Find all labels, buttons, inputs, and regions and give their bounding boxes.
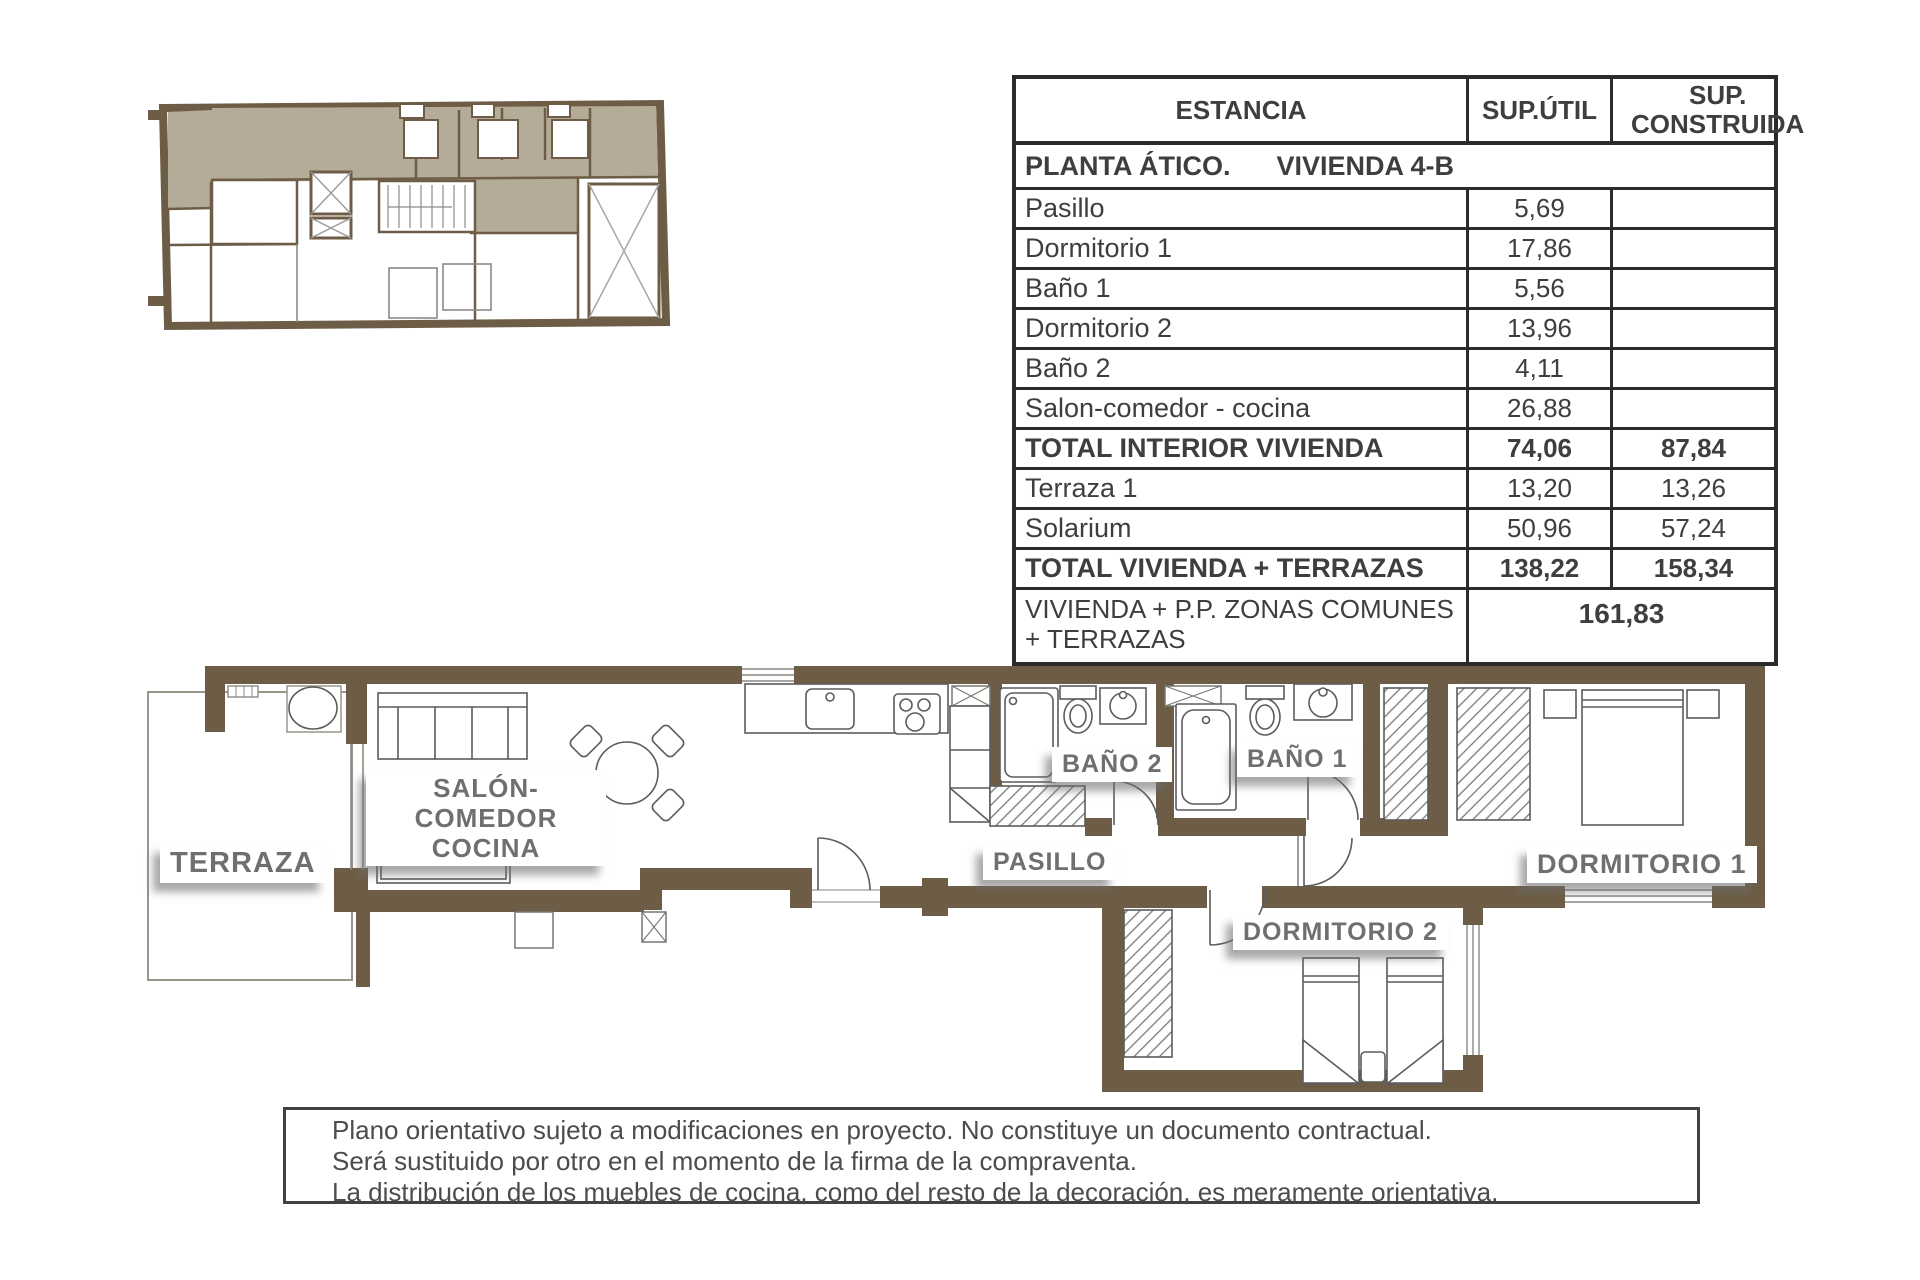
row-label: Terraza 1: [1025, 473, 1138, 503]
row-label: TOTAL VIVIENDA + TERRAZAS: [1025, 553, 1424, 583]
section-row: [1016, 145, 1774, 190]
room-label-salon-line2: COCINA: [431, 833, 541, 863]
footer-value: 161,83: [1466, 590, 1774, 662]
row-sup-construida: [1610, 390, 1774, 427]
room-label-bano2: BAÑO 2: [1052, 747, 1172, 782]
row-sup-util: 13,96: [1466, 310, 1610, 347]
row-sup-util: 50,96: [1466, 510, 1610, 547]
row-sup-util: 74,06: [1466, 430, 1610, 467]
row-label: TOTAL INTERIOR VIVIENDA: [1025, 433, 1384, 463]
section-subtitle: VIVIENDA 4-B: [1276, 150, 1455, 181]
room-label-dormitorio1: DORMITORIO 1: [1527, 846, 1757, 883]
kitchen-column: [950, 706, 990, 822]
table-row: [1016, 510, 1774, 550]
dorm2-beds: [1303, 958, 1443, 1084]
row-label: Dormitorio 2: [1025, 313, 1173, 343]
row-label: Dormitorio 1: [1025, 233, 1173, 263]
room-label-pasillo: PASILLO: [983, 845, 1116, 880]
room-label-salon-line1: SALÓN-COMEDOR: [414, 773, 558, 833]
col-sup-construida: SUP. CONSTRUIDA: [1610, 79, 1822, 141]
surface-table: [1012, 75, 1805, 666]
row-sup-util: 17,86: [1466, 230, 1610, 267]
row-sup-construida: 13,26: [1610, 470, 1774, 507]
sofa: [378, 693, 527, 759]
row-sup-construida: 57,24: [1610, 510, 1774, 547]
row-sup-util: 5,56: [1466, 270, 1610, 307]
row-sup-util: 13,20: [1466, 470, 1610, 507]
room-label-salon: [366, 770, 606, 866]
row-label: Pasillo: [1025, 193, 1105, 223]
row-sup-construida: [1610, 270, 1774, 307]
table-row: [1016, 550, 1774, 590]
key-plan: [148, 104, 666, 326]
row-sup-construida: [1610, 190, 1774, 227]
floor-plan: [148, 666, 1765, 1092]
row-sup-construida: [1610, 310, 1774, 347]
disclaimer-line2: Será sustituido por otro en el momento de la firma de la compraventa.: [332, 1146, 1137, 1176]
table-rows: [1016, 190, 1774, 590]
table-footer-row: [1016, 590, 1774, 662]
table-row: [1016, 190, 1774, 230]
table-row: [1016, 310, 1774, 350]
room-label-terraza: TERRAZA: [160, 844, 326, 883]
row-sup-construida: [1610, 350, 1774, 387]
section-title: PLANTA ÁTICO.: [1025, 150, 1231, 181]
row-label: Baño 1: [1025, 273, 1111, 303]
row-sup-util: 4,11: [1466, 350, 1610, 387]
row-sup-util: 5,69: [1466, 190, 1610, 227]
table-row: [1016, 230, 1774, 270]
table-row: [1016, 390, 1774, 430]
col-estancia: ESTANCIA: [1175, 94, 1307, 125]
table-row: [1016, 430, 1774, 470]
disclaimer-box: [283, 1107, 1700, 1207]
table-header: [1016, 79, 1805, 145]
dorm1-bed: [1544, 690, 1719, 825]
row-sup-util: 26,88: [1466, 390, 1610, 427]
row-label: Solarium: [1025, 513, 1132, 543]
table-row: [1016, 270, 1774, 310]
terraza-area: [148, 686, 352, 980]
col-sup-util: SUP.ÚTIL: [1466, 79, 1610, 141]
kitchen-counter: [745, 684, 948, 734]
row-sup-util: 138,22: [1466, 550, 1610, 587]
room-label-bano1: BAÑO 1: [1237, 742, 1357, 777]
row-sup-construida: [1610, 230, 1774, 267]
table-row: [1016, 350, 1774, 390]
row-sup-construida: 158,34: [1610, 550, 1774, 587]
table-row: [1016, 470, 1774, 510]
disclaimer-line1: Plano orientativo sujeto a modificaciones en proyecto. No constituye un documento contractual.: [332, 1115, 1432, 1145]
room-label-dormitorio2: DORMITORIO 2: [1233, 915, 1448, 950]
row-label: Salon-comedor - cocina: [1025, 393, 1311, 423]
disclaimer-line3: La distribución de los muebles de cocina, como del resto de la decoración, es meramente orientativa.: [332, 1177, 1499, 1207]
footer-label: VIVIENDA + P.P. ZONAS COMUNES + TERRAZAS: [1025, 594, 1454, 654]
row-label: Baño 2: [1025, 353, 1111, 383]
row-sup-construida: 87,84: [1610, 430, 1774, 467]
